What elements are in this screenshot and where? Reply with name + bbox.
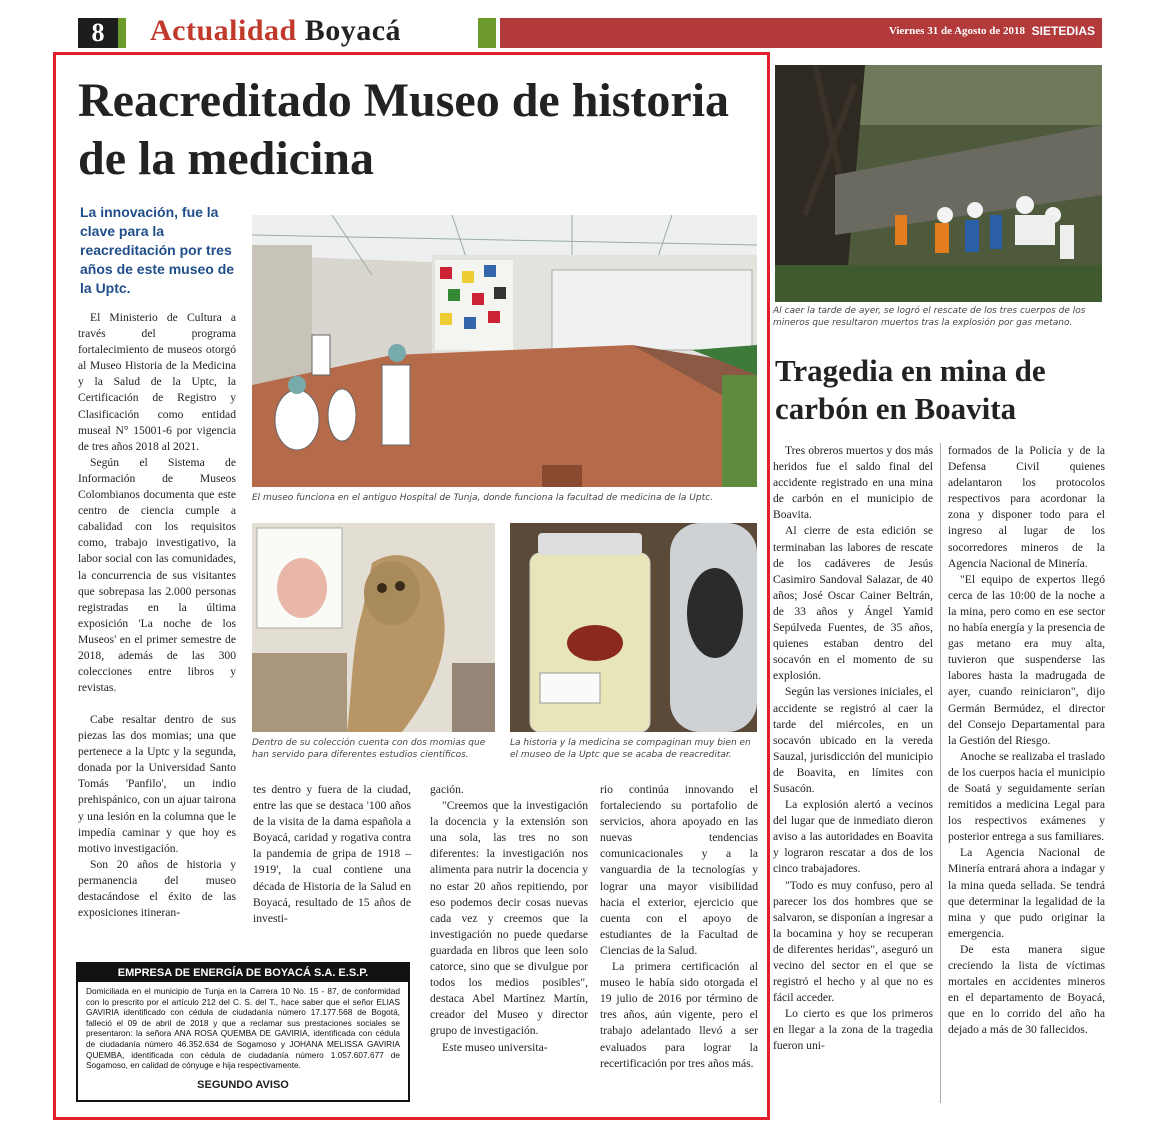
mine-headline: Tragedia en mina de carbón en Boavita <box>775 353 1046 426</box>
article-column-4 <box>600 782 758 1072</box>
legal-notice-title: EMPRESA DE ENERGÍA DE BOYACÁ S.A. E.S.P. <box>78 964 408 982</box>
paragraph: "Todo es muy confuso, pero al parecer los dos hombres que se salvaron, se disponían a ingresar a la bocamina y hoy se recuperan de diferentes heridas", aseguró un vecino del sector en el que se registró el hecho y al que no es fácil acceder. <box>773 878 933 1005</box>
mummy-photo <box>252 523 495 732</box>
section-title <box>150 14 401 48</box>
photo-caption-1: El museo funciona en el antiguo Hospital de Tunja, donde funciona la facultad de medicina de la Uptc. <box>252 493 713 503</box>
section-b: Boyacá <box>304 14 402 47</box>
header-accent-2 <box>478 18 496 48</box>
mine-photo-caption: Al caer la tarde de ayer, se logró el rescate de los tres cuerpos de los mineros que resultaron muertos tras la explosión por gas metano. <box>773 306 1086 328</box>
paragraph: rio continúa innovando el fortaleciendo su portafolio de servicios, ahora apoyado en las nuevas tendencias comunicacionales y a la vanguardia de la tecnologías y lograr una mayor visibilidad hacia el exterior, ejercicio que cuenta con el apoyo de estudiantes de la Facultad de Ciencias de la Salud. <box>600 783 758 957</box>
paragraph: formados de la Policía y de la Defensa Civil quienes adelantaron los protocolos respectivos para acordonar la zona y disponer todo para el ingreso al lugar de los socorredores mineros de la Agencia Nacional de Minería. <box>948 444 1105 570</box>
legal-notice-text: Domiciliada en el municipio de Tunja en la Carrera 10 No. 15 - 87, de conformidad con lo prescrito por el artículo 212 del C. S. del T., hace saber que el señor ELIAS GAVIRIA identificado con cédula de ciudadanía número 17.177.568 de Bogotá, falleció el 09 de abril de 2018 y que a reclamar sus prestaciones sociales se presentaron: la señora ANA ROSA QUEMBA DE GAVIRIA, identificada con cédula de ciudadanía número 46.352.634 de Sogamoso y JOHANA MELISSA GAVIRIA QUEMBA, identificada con cédula de ciudadanía número 1.057.607.677 de Sogamoso, en calidad de cónyuge e hija respectivamente. <box>86 986 400 1071</box>
article-column-3 <box>430 782 588 1056</box>
paragraph: El Ministerio de Cultura a través del programa fortalecimiento de museos otorgó al Museo Historia de la Medicina y la Salud de la Uptc, la Certificación de Registro y Clasificación como entidad museal N° 15001-6 por vigencia de tres años 2018 al 2021. <box>78 311 236 453</box>
paragraph: La explosión alertó a vecinos del lugar que de inmediato dieron aviso a las autoridades en Boavita y lograron rescatar a dos de los cinco trabajadores. <box>773 798 933 876</box>
paragraph: Son 20 años de historia y permanencia del museo destacándose el éxito de las exposiciones itineran- <box>78 857 236 920</box>
article-kicker: La innovación, fue la clave para la reacreditación por tres años de este museo de la Uptc. <box>80 204 235 296</box>
paragraph: Cabe resaltar dentro de sus piezas las dos momias; una que pertenece a la Uptc y la segunda, donada por la Universidad Santo Tomás 'Panfilo', un indio prehispánico, con un ajuar tairona y una lesión en la columna que le impedía caminar y que hoy es motivo investigación. <box>78 713 236 855</box>
paragraph: Lo cierto es que los primeros en llegar a la zona de la tragedia fueron uni- <box>773 1007 933 1053</box>
museum-courtyard-photo <box>252 215 757 487</box>
article-column-2 <box>253 782 411 927</box>
legal-notice-footer: SEGUNDO AVISO <box>197 1078 289 1091</box>
section-a: Actualidad <box>150 14 297 47</box>
photo-caption-2: Dentro de su colección cuenta con dos momias que han servido para diferentes estudios científicos. <box>252 738 486 760</box>
brand-logo: SIETEDIAS <box>1031 24 1095 38</box>
paragraph: gación. <box>430 783 464 796</box>
mine-column-1 <box>773 443 933 1055</box>
paragraph: Tres obreros muertos y dos más heridos fue el saldo final del accidente registrado en una mina de carbón en el municipio de Boavita. <box>773 444 933 522</box>
mine-rescue-photo <box>775 65 1102 302</box>
page-number: 8 <box>78 18 118 48</box>
paragraph: Según el Sistema de Información de Museos Colombianos documenta que este centro de ciencia cumple a cabalidad con los requisitos como, trabajo investigativo, la labor social con las comunidades, la concurrencia de sus visitantes que sobrepasa las 2.000 personas registradas en la última exposición 'La noche de los Museos' en el primer semestre de 2018, además de las 300 colecciones entre libros y revistas. <box>78 455 236 695</box>
paragraph: De esta manera sigue creciendo la lista de víctimas mortales en accidentes mineros en el departamento de Boyacá, que en lo corrido del año ha dejado a más de 30 fallecidos. <box>948 942 1105 1037</box>
paragraph: "Creemos que la investigación la docencia y la extensión son una sola, las tres no son diferentes: la investigación nos alimenta para nutrir la docencia y no estar 20 años repitiendo, por eso podemos decir cosas nuevas cada vez y creemos que la investigación no puede quedarse guardada en libros que leen solo catorce, sino que se divulgue por todos los medios posibles", destaca Abel Martínez Martín, creador del Museo y director grupo de investigación. <box>430 799 588 1038</box>
article-headline: Reacreditado Museo de historia de la medicina <box>78 74 730 185</box>
article-column-1 <box>78 310 236 696</box>
paragraph: Según las versiones iniciales, el accidente se registró al caer la tarde del miércoles, en un socavón ubicado en la vereda Sauzal, jurisdicción del municipio de Boavita, en límites con Susacón. <box>773 685 933 795</box>
issue-date: Viernes 31 de Agosto de 2018 <box>888 25 1025 37</box>
paragraph: "El equipo de expertos llegó cerca de las 10:00 de la noche a la mina, pero como en ese sector no había energía y la presencia de gas metano era muy alta, tuvieron que suspenderse las labores hasta la madrugada de ayer, cuando reiniciaron", dijo Germán Bermúdez, el director del Consejo Departamental para la Gestión del Riesgo. <box>948 572 1105 747</box>
mine-column-2 <box>948 443 1105 1038</box>
header-accent <box>118 18 126 48</box>
paragraph: Anoche se realizaba el traslado de los cuerpos hacia el municipio de Soatá y seguidamente serían remitidos a medicina Legal para los respectivos exámenes y posterior entrega a sus familiares. <box>948 749 1105 844</box>
paragraph: tes dentro y fuera de la ciudad, entre las que se destaca '100 años de la visita de la dama española a Boyacá, caridad y rogativa contra la pandemia de gripa de 1918 –1919', la cual contiene una década de Historia de la Salud en Boyacá, resultado de 15 años de investi- <box>253 783 411 925</box>
paragraph: Al cierre de esta edición se terminaban las labores de rescate de los cadáveres de Jesús Casimiro Sandoval Salazar, de 40 años; José Oscar Cainer Beltrán, de 33 años y Ángel Yamid Sepúlveda Fuentes, de 35 años, quienes estaban dentro del socavón en el momento de su explosión. <box>773 524 933 683</box>
specimen-jar-photo <box>510 523 757 732</box>
paragraph: La primera certificación al museo le había sido otorgada el 19 julio de 2016 por término de tres años, aún vigente, pero el trabajo adelantado llevó a ser evaluados para lograr la recertificación por tres años más. <box>600 960 758 1070</box>
paragraph: La Agencia Nacional de Minería entrará ahora a indagar y la mina queda sellada. Se tendrá que determinar la legalidad de la mina y que pudo originar la emergencia. <box>948 846 1105 940</box>
legal-notice-box <box>76 962 410 1102</box>
article-column-1-lower <box>78 712 236 921</box>
paragraph: Este museo universita- <box>442 1040 548 1054</box>
column-divider <box>940 443 941 1103</box>
photo-caption-3: La historia y la medicina se compaginan muy bien en el museo de la Uptc que se acaba de reacreditar. <box>510 738 751 760</box>
